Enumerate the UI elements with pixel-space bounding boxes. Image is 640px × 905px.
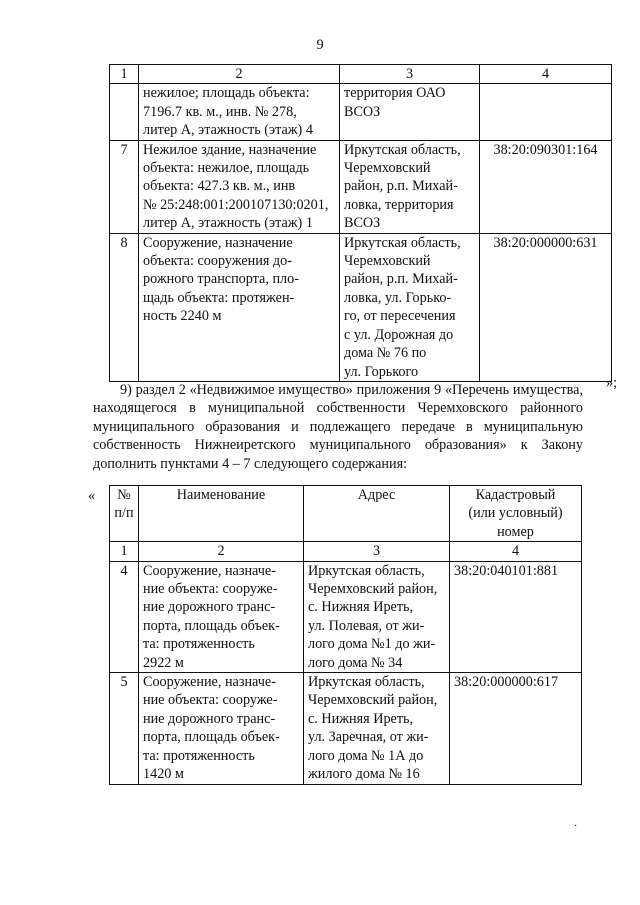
object-address: Иркутская область, Черемховский район, с. Нижняя Иреть, ул. Заречная, от жи- лого дома № 1А до жилого дома № 16	[304, 673, 450, 784]
header-cadastral: Кадастровый (или условный) номер	[450, 486, 582, 542]
object-name: Нежилое здание, назначение объекта: нежилое, площадь объекта: 427.3 кв. м., инв № 25:248:001:200107130:0201, литер А, этажность (этаж) 1	[139, 140, 340, 233]
closing-quote: »;	[606, 375, 618, 391]
cadastral-number: 38:20:040101:881	[450, 561, 582, 672]
column-number: 1	[110, 65, 139, 84]
column-numbers-row	[110, 542, 582, 561]
object-address: территория ОАО ВСОЗ	[340, 84, 480, 140]
table-row	[110, 561, 582, 672]
column-number: 4	[450, 542, 582, 561]
table-row	[110, 673, 582, 784]
object-address: Иркутская область, Черемховский район, р.п. Михай- ловка, территория ВСОЗ	[340, 140, 480, 233]
table-row	[110, 84, 612, 140]
scan-mark: ·	[574, 821, 578, 832]
cadastral-number: 38:20:000000:631	[480, 233, 612, 381]
row-number: 5	[110, 673, 139, 784]
table-row	[110, 233, 612, 381]
column-number: 2	[139, 542, 304, 561]
table-row	[110, 140, 612, 233]
column-number: 3	[304, 542, 450, 561]
property-table-additions	[109, 485, 582, 785]
column-number: 3	[340, 65, 480, 84]
object-name: нежилое; площадь объекта: 7196.7 кв. м., инв. № 278, литер А, этажность (этаж) 4	[139, 84, 340, 140]
row-number	[110, 84, 139, 140]
object-address: Иркутская область, Черемховский район, с. Нижняя Иреть, ул. Полевая, от жи- лого дома №1 до жи- лого дома № 34	[304, 561, 450, 672]
amendment-paragraph: 9) раздел 2 «Недвижимое имущество» приложения 9 «Перечень имущества, находящегося в муниципальной собственности Черемховского районного муниципального образования и подлежащего передаче в муниципальную собственность Нижнеиретского муниципального образования» к Закону дополнить пунктами 4 – 7 следующего содержания:	[93, 382, 583, 472]
property-table-continued	[109, 64, 612, 382]
column-number: 1	[110, 542, 139, 561]
object-name: Сооружение, назначе- ние объекта: сооруже- ние дорожного транс- порта, площадь объек- та: протяженность 1420 м	[139, 673, 304, 784]
header-number: № п/п	[110, 486, 139, 542]
object-name: Сооружение, назначение объекта: сооружения до- рожного транспорта, пло- щадь объекта: протяжен- ность 2240 м	[139, 233, 340, 381]
page-number: 9	[316, 37, 324, 53]
row-number: 4	[110, 561, 139, 672]
object-address: Иркутская область, Черемховский район, р.п. Михай- ловка, ул. Горько- го, от пересечения с ул. Дорожная до дома № 76 по ул. Горького	[340, 233, 480, 381]
cadastral-number	[480, 84, 612, 140]
row-number: 7	[110, 140, 139, 233]
opening-quote: «	[88, 488, 96, 504]
column-number: 4	[480, 65, 612, 84]
object-name: Сооружение, назначе- ние объекта: сооруже- ние дорожного транс- порта, площадь объек- та: протяженность 2922 м	[139, 561, 304, 672]
table-header-row	[110, 65, 612, 84]
row-number: 8	[110, 233, 139, 381]
table-header-row	[110, 486, 582, 542]
column-number: 2	[139, 65, 340, 84]
header-name: Наименование	[139, 486, 304, 542]
cadastral-number: 38:20:090301:164	[480, 140, 612, 233]
header-address: Адрес	[304, 486, 450, 542]
cadastral-number: 38:20:000000:617	[450, 673, 582, 784]
